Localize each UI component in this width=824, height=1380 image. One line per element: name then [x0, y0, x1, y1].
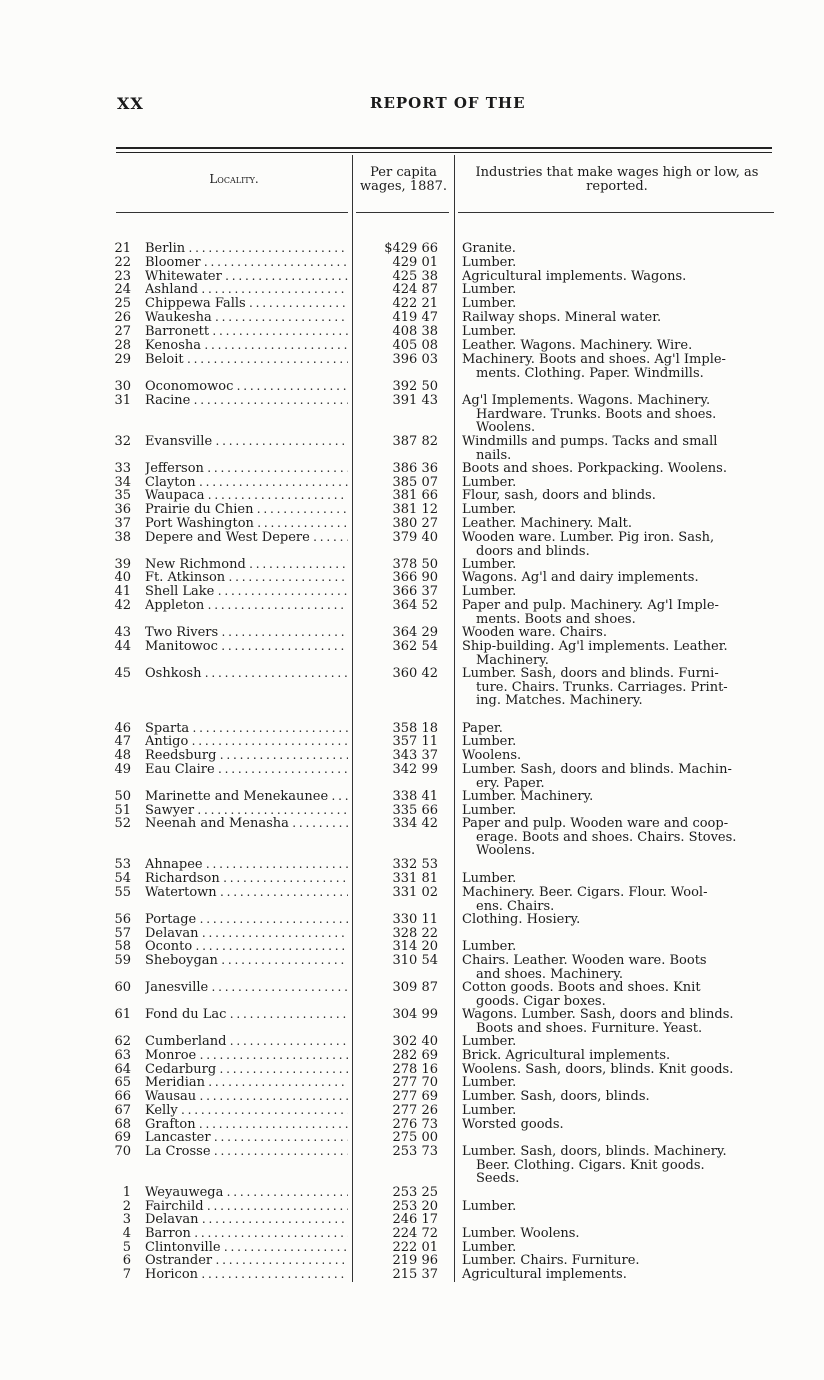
- industries-line: Lumber.: [462, 296, 517, 311]
- industries-line: Machinery.: [476, 652, 549, 668]
- header-rule: [458, 212, 774, 213]
- locality-name: Meridian . . .: [145, 1076, 348, 1090]
- header-rule: [356, 212, 449, 213]
- per-capita-wage: 366 37: [392, 584, 438, 599]
- per-capita-wage: 362 54: [392, 639, 438, 654]
- row-number: 49: [114, 762, 131, 777]
- industries-line: erage. Boots and shoes. Chairs. Stoves.: [476, 829, 737, 845]
- locality-name: Two Rivers . . .: [145, 626, 348, 640]
- industries-line: Agricultural implements.: [462, 1267, 627, 1282]
- industries-cell: [462, 394, 774, 435]
- row-number: 23: [114, 269, 131, 284]
- row-number: 29: [114, 352, 131, 367]
- per-capita-wage: 396 03: [392, 352, 438, 367]
- row-number: 65: [114, 1075, 131, 1090]
- locality-name: Port Washington . . .: [145, 517, 348, 531]
- per-capita-wage: 342 99: [392, 762, 438, 777]
- column-divider: [454, 155, 455, 1282]
- per-capita-wage: 366 90: [392, 570, 438, 585]
- row-number: 24: [114, 282, 131, 297]
- industries-cell: [462, 311, 774, 325]
- per-capita-wage: 378 50: [392, 557, 438, 572]
- industries-line: Brick. Agricultural implements.: [462, 1048, 671, 1063]
- per-capita-wage: 405 08: [392, 338, 438, 353]
- industries-line: Railway shops. Mineral water.: [462, 310, 662, 325]
- per-capita-wage: 381 66: [392, 488, 438, 503]
- locality-column-header: Locality.: [209, 172, 259, 186]
- industries-line: Hardware. Trunks. Boots and shoes.: [476, 406, 717, 422]
- row-number: 5: [122, 1240, 131, 1255]
- per-capita-wage: 215 37: [392, 1267, 438, 1282]
- locality-name: Wausau . . .: [145, 1090, 348, 1104]
- industries-line: Lumber.: [462, 871, 517, 886]
- row-number: 45: [114, 666, 131, 681]
- industries-cell: [462, 571, 774, 585]
- industries-line: Lumber.: [462, 502, 517, 517]
- industries-line: ery. Paper.: [476, 775, 545, 791]
- per-capita-wage: 334 42: [392, 816, 438, 831]
- row-number: 7: [122, 1267, 131, 1282]
- industries-cell: [462, 489, 774, 503]
- per-capita-wage: 332 53: [392, 857, 438, 872]
- locality-name: Clintonville . . .: [145, 1241, 348, 1255]
- industries-line: doors and blinds.: [476, 543, 590, 559]
- industries-line: Lumber.: [462, 1034, 517, 1049]
- table-top-rule: [116, 147, 772, 149]
- locality-name: Clayton . . .: [145, 476, 348, 490]
- row-number: 44: [114, 639, 131, 654]
- industries-cell: [462, 817, 774, 858]
- locality-name: Richardson . . .: [145, 872, 348, 886]
- per-capita-wage: 224 72: [392, 1226, 438, 1241]
- locality-name: Antigo . . .: [145, 735, 348, 749]
- industries-line: Lumber.: [462, 557, 517, 572]
- industries-line: Lumber.: [462, 282, 517, 297]
- industries-line: Lumber. Sash, doors and blinds. Furni-: [462, 666, 719, 681]
- industries-cell: [462, 1090, 774, 1104]
- locality-name: Evansville . . .: [145, 435, 348, 449]
- industries-line: Woolens.: [476, 843, 536, 859]
- per-capita-wage: 424 87: [392, 282, 438, 297]
- industries-line: Woolens.: [462, 748, 522, 763]
- industries-line: Granite.: [462, 241, 516, 256]
- row-number: 40: [114, 570, 131, 585]
- industries-line: nails.: [476, 447, 512, 463]
- per-capita-wage: 222 01: [392, 1240, 438, 1255]
- row-number: 50: [114, 789, 131, 804]
- per-capita-wage: 276 73: [392, 1117, 438, 1132]
- locality-name: Waukesha . . .: [145, 311, 348, 325]
- per-capita-wage: 358 18: [392, 721, 438, 736]
- per-capita-wage: 331 81: [392, 871, 438, 886]
- locality-name: Berlin . . .: [145, 242, 348, 256]
- locality-name: Sawyer . . .: [145, 804, 348, 818]
- per-capita-wage: 304 99: [392, 1007, 438, 1022]
- industries-line: ens. Chairs.: [476, 898, 555, 914]
- per-capita-wage: 422 21: [392, 296, 438, 311]
- industries-line: Boots and shoes. Furniture. Yeast.: [476, 1020, 703, 1036]
- industries-line: Wooden ware. Lumber. Pig iron. Sash,: [462, 530, 715, 545]
- industries-cell: [462, 1145, 774, 1186]
- row-number: 69: [114, 1130, 131, 1145]
- per-capita-wage: 387 82: [392, 434, 438, 449]
- industries-cell: [462, 640, 774, 667]
- per-capita-wage: 278 16: [392, 1062, 438, 1077]
- industries-line: Wooden ware. Chairs.: [462, 625, 607, 640]
- locality-name: Lancaster . . .: [145, 1131, 348, 1145]
- industries-cell: [462, 1268, 774, 1282]
- locality-name: Weyauwega . . .: [145, 1186, 348, 1200]
- locality-name: Racine . . .: [145, 394, 348, 408]
- locality-name: Monroe . . .: [145, 1049, 348, 1063]
- industries-cell: [462, 1076, 774, 1090]
- locality-name: Janesville . . .: [145, 981, 348, 995]
- industries-line: Lumber. Sash, doors, blinds.: [462, 1089, 650, 1104]
- industries-cell: [462, 763, 774, 790]
- industries-line: Lumber.: [462, 734, 517, 749]
- wages-column-header: Per capita wages, 1887.: [359, 165, 448, 194]
- row-number: 32: [114, 434, 131, 449]
- per-capita-wage: 408 38: [392, 324, 438, 339]
- industries-cell: [462, 626, 774, 640]
- row-number: 22: [114, 255, 131, 270]
- row-number: 4: [122, 1226, 131, 1241]
- per-capita-wage: $429 66: [384, 241, 438, 256]
- row-number: 27: [114, 324, 131, 339]
- industries-line: Worsted goods.: [462, 1117, 564, 1132]
- per-capita-wage: 386 36: [392, 461, 438, 476]
- industries-line: Wagons. Ag'l and dairy implements.: [462, 570, 699, 585]
- locality-name: Ostrander . . .: [145, 1254, 348, 1268]
- row-number: 46: [114, 721, 131, 736]
- per-capita-wage: 391 43: [392, 393, 438, 408]
- column-divider: [352, 155, 353, 1282]
- locality-name: Barronett . . .: [145, 325, 348, 339]
- row-number: 55: [114, 885, 131, 900]
- row-number: 21: [114, 241, 131, 256]
- header-rule: [116, 212, 348, 213]
- per-capita-wage: 364 29: [392, 625, 438, 640]
- locality-name: Shell Lake . . .: [145, 585, 348, 599]
- industries-line: ments. Boots and shoes.: [476, 611, 636, 627]
- industries-line: Lumber. Sash, doors, blinds. Machinery.: [462, 1144, 727, 1159]
- locality-name: Bloomer . . .: [145, 256, 348, 270]
- industries-line: Lumber.: [462, 1240, 517, 1255]
- industries-line: Lumber.: [462, 1199, 517, 1214]
- locality-name: Barron . . .: [145, 1227, 348, 1241]
- row-number: 41: [114, 584, 131, 599]
- locality-name: Manitowoc . . .: [145, 640, 348, 654]
- locality-name: Reedsburg . . .: [145, 749, 348, 763]
- industries-cell: [462, 790, 774, 804]
- industries-cell: [462, 503, 774, 517]
- row-number: 34: [114, 475, 131, 490]
- industries-line: Clothing. Hosiery.: [462, 912, 581, 927]
- industries-line: Lumber.: [462, 255, 517, 270]
- industries-line: Woolens. Sash, doors, blinds. Knit goods.: [462, 1062, 734, 1077]
- industries-line: ing. Matches. Machinery.: [476, 693, 643, 709]
- industries-cell: [462, 1118, 774, 1132]
- industries-line: Woolens.: [476, 420, 536, 436]
- industries-cell: [462, 1227, 774, 1241]
- industries-line: Ag'l Implements. Wagons. Machinery.: [462, 393, 711, 408]
- per-capita-wage: 314 20: [392, 939, 438, 954]
- row-number: 36: [114, 502, 131, 517]
- row-number: 59: [114, 953, 131, 968]
- per-capita-wage: 277 69: [392, 1089, 438, 1104]
- per-capita-wage: 302 40: [392, 1034, 438, 1049]
- row-number: 33: [114, 461, 131, 476]
- industries-line: and shoes. Machinery.: [476, 966, 623, 982]
- industries-line: Paper and pulp. Machinery. Ag'l Imple-: [462, 598, 719, 613]
- per-capita-wage: 360 42: [392, 666, 438, 681]
- per-capita-wage: 392 50: [392, 379, 438, 394]
- industries-cell: [462, 981, 774, 1008]
- per-capita-wage: 381 12: [392, 502, 438, 517]
- locality-name: Kenosha . . .: [145, 339, 348, 353]
- industries-line: Chairs. Leather. Wooden ware. Boots: [462, 953, 707, 968]
- per-capita-wage: 364 52: [392, 598, 438, 613]
- industries-cell: [462, 940, 774, 954]
- industries-line: Agricultural implements. Wagons.: [462, 269, 687, 284]
- locality-name: Delavan . . .: [145, 927, 348, 941]
- row-number: 26: [114, 310, 131, 325]
- industries-line: Machinery. Boots and shoes. Ag'l Imple-: [462, 352, 726, 367]
- industries-cell: [462, 1049, 774, 1063]
- industries-cell: [462, 954, 774, 981]
- locality-name: Waupaca . . .: [145, 489, 348, 503]
- industries-cell: [462, 283, 774, 297]
- industries-line: Lumber.: [462, 939, 517, 954]
- industries-line: Wagons. Lumber. Sash, doors and blinds.: [462, 1007, 734, 1022]
- per-capita-wage: 331 02: [392, 885, 438, 900]
- row-number: 54: [114, 871, 131, 886]
- locality-name: Watertown . . .: [145, 886, 348, 900]
- industries-line: Lumber. Chairs. Furniture.: [462, 1253, 640, 1268]
- locality-name: Oconomowoc . . .: [145, 380, 348, 394]
- industries-line: Boots and shoes. Porkpacking. Woolens.: [462, 461, 727, 476]
- industries-line: Ship-building. Ag'l implements. Leather.: [462, 639, 728, 654]
- row-number: 6: [122, 1253, 131, 1268]
- industries-cell: [462, 353, 774, 380]
- industries-cell: [462, 325, 774, 339]
- industries-cell: [462, 297, 774, 311]
- row-number: 56: [114, 912, 131, 927]
- industries-cell: [462, 517, 774, 531]
- industries-line: Lumber.: [462, 584, 517, 599]
- locality-name: Fairchild . . .: [145, 1200, 348, 1214]
- industries-cell: [462, 667, 774, 708]
- row-number: 62: [114, 1034, 131, 1049]
- locality-name: Ahnapee . . .: [145, 858, 348, 872]
- locality-name: Grafton . . .: [145, 1118, 348, 1132]
- row-number: 39: [114, 557, 131, 572]
- per-capita-wage: 275 00: [392, 1130, 438, 1145]
- locality-name: Fond du Lac . . .: [145, 1008, 348, 1022]
- row-number: 64: [114, 1062, 131, 1077]
- per-capita-wage: 343 37: [392, 748, 438, 763]
- locality-name: Beloit . . .: [145, 353, 348, 367]
- row-number: 31: [114, 393, 131, 408]
- industries-cell: [462, 599, 774, 626]
- page-number: XX: [117, 94, 144, 113]
- locality-name: Kelly . . .: [145, 1104, 348, 1118]
- industries-cell: [462, 735, 774, 749]
- table-top-rule-thin: [116, 152, 772, 153]
- industries-line: Lumber.: [462, 324, 517, 339]
- row-number: 60: [114, 980, 131, 995]
- row-number: 3: [122, 1212, 131, 1227]
- per-capita-wage: 277 26: [392, 1103, 438, 1118]
- per-capita-wage: 338 41: [392, 789, 438, 804]
- per-capita-wage: 219 96: [392, 1253, 438, 1268]
- per-capita-wage: 330 11: [392, 912, 438, 927]
- industries-line: ments. Clothing. Paper. Windmills.: [476, 365, 704, 381]
- locality-name: Cumberland . . .: [145, 1035, 348, 1049]
- locality-name: Sheboygan . . .: [145, 954, 348, 968]
- industries-line: Cotton goods. Boots and shoes. Knit: [462, 980, 701, 995]
- row-number: 25: [114, 296, 131, 311]
- locality-name: Horicon . . .: [145, 1268, 348, 1282]
- per-capita-wage: 357 11: [392, 734, 438, 749]
- row-number: 35: [114, 488, 131, 503]
- industries-cell: [462, 872, 774, 886]
- industries-line: Lumber.: [462, 803, 517, 818]
- locality-name: Chippewa Falls . . .: [145, 297, 348, 311]
- locality-name: Neenah and Menasha . . .: [145, 817, 348, 831]
- row-number: 67: [114, 1103, 131, 1118]
- row-number: 53: [114, 857, 131, 872]
- locality-name: Oconto . . .: [145, 940, 348, 954]
- industries-line: goods. Cigar boxes.: [476, 993, 606, 1009]
- row-number: 52: [114, 816, 131, 831]
- row-number: 58: [114, 939, 131, 954]
- industries-cell: [462, 462, 774, 476]
- per-capita-wage: 277 70: [392, 1075, 438, 1090]
- industries-line: Windmills and pumps. Tacks and small: [462, 434, 718, 449]
- row-number: 70: [114, 1144, 131, 1159]
- row-number: 2: [122, 1199, 131, 1214]
- row-number: 61: [114, 1007, 131, 1022]
- per-capita-wage: 310 54: [392, 953, 438, 968]
- locality-name: Jefferson . . .: [145, 462, 348, 476]
- industries-line: Lumber. Sash, doors and blinds. Machin-: [462, 762, 732, 777]
- per-capita-wage: 309 87: [392, 980, 438, 995]
- per-capita-wage: 246 17: [392, 1212, 438, 1227]
- industries-line: Seeds.: [476, 1171, 520, 1187]
- row-number: 1: [122, 1185, 131, 1200]
- per-capita-wage: 429 01: [392, 255, 438, 270]
- industries-cell: [462, 913, 774, 927]
- locality-name: Depere and West Depere . . .: [145, 531, 348, 545]
- industries-cell: [462, 1254, 774, 1268]
- row-number: 48: [114, 748, 131, 763]
- industries-cell: [462, 531, 774, 558]
- locality-name: Appleton . . .: [145, 599, 348, 613]
- locality-name: Sparta . . .: [145, 722, 348, 736]
- industries-cell: [462, 435, 774, 462]
- per-capita-wage: 335 66: [392, 803, 438, 818]
- running-title: REPORT OF THE: [370, 94, 526, 112]
- row-number: 66: [114, 1089, 131, 1104]
- locality-name: Cedarburg . . .: [145, 1063, 348, 1077]
- locality-name: Marinette and Menekaunee . . .: [145, 790, 348, 804]
- row-number: 43: [114, 625, 131, 640]
- industries-line: Leather. Wagons. Machinery. Wire.: [462, 338, 693, 353]
- row-number: 28: [114, 338, 131, 353]
- industries-cell: [462, 1104, 774, 1118]
- industries-cell: [462, 339, 774, 353]
- industries-line: Leather. Machinery. Malt.: [462, 516, 633, 531]
- per-capita-wage: 379 40: [392, 530, 438, 545]
- per-capita-wage: 328 22: [392, 926, 438, 941]
- row-number: 57: [114, 926, 131, 941]
- per-capita-wage: 253 73: [392, 1144, 438, 1159]
- per-capita-wage: 253 25: [392, 1185, 438, 1200]
- per-capita-wage: 253 20: [392, 1199, 438, 1214]
- industries-cell: [462, 1200, 774, 1214]
- industries-line: Lumber. Woolens.: [462, 1226, 580, 1241]
- industries-line: ture. Chairs. Trunks. Carriages. Print-: [476, 679, 728, 695]
- industries-cell: [462, 1008, 774, 1035]
- industries-line: Lumber.: [462, 475, 517, 490]
- industries-line: Lumber.: [462, 1075, 517, 1090]
- row-number: 68: [114, 1117, 131, 1132]
- locality-name: Oshkosh . . .: [145, 667, 348, 681]
- industries-column-header: Industries that make wages high or low, as reported.: [475, 165, 759, 194]
- locality-name: Eau Claire . . .: [145, 763, 348, 777]
- per-capita-wage: 380 27: [392, 516, 438, 531]
- industries-line: Beer. Clothing. Cigars. Knit goods.: [476, 1157, 705, 1173]
- per-capita-wage: 419 47: [392, 310, 438, 325]
- per-capita-wage: 425 38: [392, 269, 438, 284]
- industries-line: Paper.: [462, 721, 503, 736]
- industries-line: Lumber. Machinery.: [462, 789, 594, 804]
- locality-name: Ashland . . .: [145, 283, 348, 297]
- row-number: 47: [114, 734, 131, 749]
- industries-cell: [462, 242, 774, 256]
- industries-cell: [462, 256, 774, 270]
- industries-cell: [462, 749, 774, 763]
- row-number: 42: [114, 598, 131, 613]
- row-number: 63: [114, 1048, 131, 1063]
- industries-line: Flour, sash, doors and blinds.: [462, 488, 656, 503]
- industries-line: Paper and pulp. Wooden ware and coop-: [462, 816, 729, 831]
- row-number: 37: [114, 516, 131, 531]
- per-capita-wage: 282 69: [392, 1048, 438, 1063]
- locality-name: Whitewater . . .: [145, 270, 348, 284]
- industries-cell: [462, 886, 774, 913]
- row-number: 38: [114, 530, 131, 545]
- industries-line: Machinery. Beer. Cigars. Flour. Wool-: [462, 885, 708, 900]
- industries-cell: [462, 585, 774, 599]
- industries-cell: [462, 1035, 774, 1049]
- locality-name: Delavan . . .: [145, 1213, 348, 1227]
- locality-name: New Richmond . . .: [145, 558, 348, 572]
- locality-name: Portage . . .: [145, 913, 348, 927]
- per-capita-wage: 385 07: [392, 475, 438, 490]
- locality-name: Prairie du Chien . . .: [145, 503, 348, 517]
- industries-line: Lumber.: [462, 1103, 517, 1118]
- row-number: 30: [114, 379, 131, 394]
- row-number: 51: [114, 803, 131, 818]
- locality-name: La Crosse . . .: [145, 1145, 348, 1159]
- locality-name: Ft. Atkinson . . .: [145, 571, 348, 585]
